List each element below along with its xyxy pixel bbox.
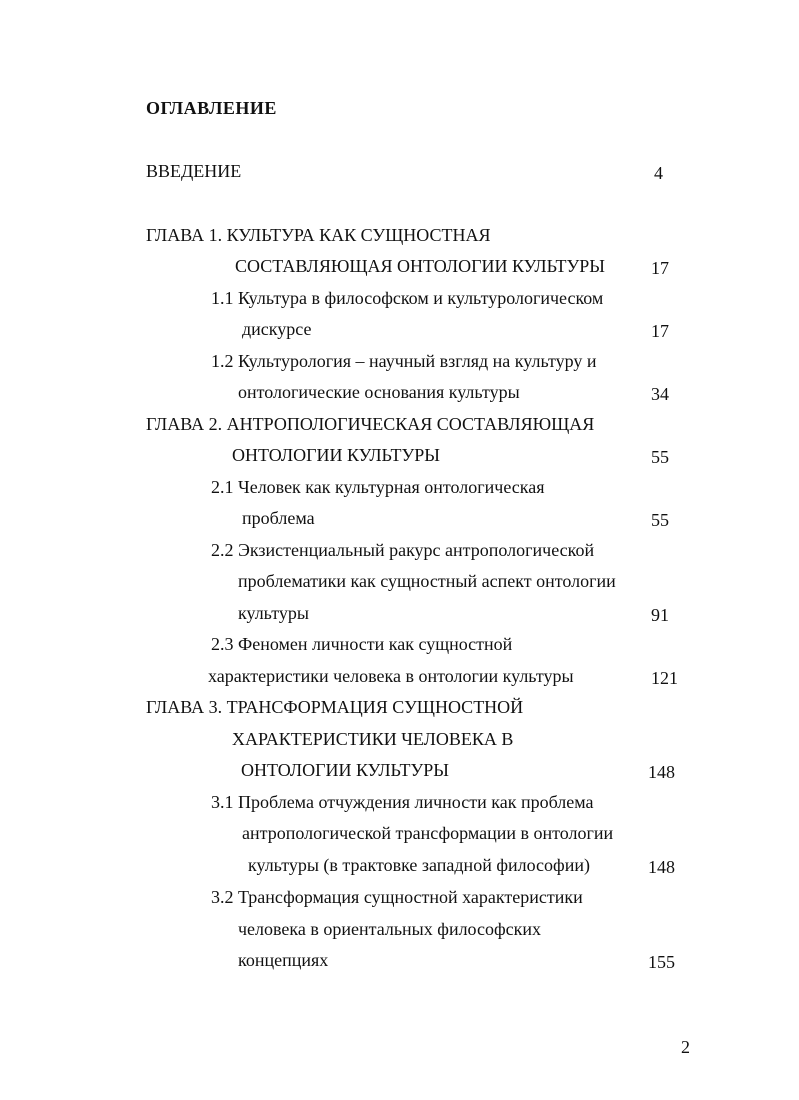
toc-chapter2-line1: ГЛАВА 2. АНТРОПОЛОГИЧЕСКАЯ СОСТАВЛЯЮЩАЯ — [146, 414, 595, 434]
toc-section-3-2-line2: человека в ориентальных философских — [238, 919, 542, 939]
toc-section-1-1-line1: 1.1 Культура в философском и культурологическом — [211, 288, 604, 308]
toc-chapter2-page: 55 — [651, 447, 669, 467]
toc-chapter2-line2: ОНТОЛОГИИ КУЛЬТУРЫ — [232, 445, 440, 465]
toc-intro-label: ВВЕДЕНИЕ — [146, 161, 242, 181]
toc-section-2-1-line1: 2.1 Человек как культурная онтологическая — [211, 477, 545, 497]
toc-section-1-2-page: 34 — [651, 384, 669, 404]
toc-section-2-2-line1: 2.2 Экзистенциальный ракурс антропологической — [211, 540, 595, 560]
toc-section-1-2-line2: онтологические основания культуры — [238, 382, 520, 402]
toc-section-1-2-line1: 1.2 Культурология – научный взгляд на культуру и — [211, 351, 597, 371]
toc-section-2-1-line2: проблема — [242, 508, 315, 528]
toc-section-2-1-page: 55 — [651, 510, 669, 530]
toc-section-2-3-line1: 2.3 Феномен личности как сущностной — [211, 634, 513, 654]
toc-title: ОГЛАВЛЕНИЕ — [146, 98, 277, 118]
toc-section-2-2-line3: культуры — [238, 603, 309, 623]
toc-section-2-2-page: 91 — [651, 605, 669, 625]
toc-chapter3-page: 148 — [648, 762, 675, 782]
page-number: 2 — [681, 1037, 690, 1057]
toc-chapter1-page: 17 — [651, 258, 669, 278]
toc-section-3-2-line1: 3.2 Трансформация сущностной характеристики — [211, 887, 583, 907]
toc-section-3-2-page: 155 — [648, 952, 675, 972]
toc-section-3-2-line3: концепциях — [238, 950, 329, 970]
toc-chapter3-line2: ХАРАКТЕРИСТИКИ ЧЕЛОВЕКА В — [232, 729, 514, 749]
toc-chapter1-line2: СОСТАВЛЯЮЩАЯ ОНТОЛОГИИ КУЛЬТУРЫ — [235, 256, 605, 276]
toc-intro-page: 4 — [654, 163, 663, 183]
toc-section-2-3-line2: характеристики человека в онтологии культуры — [208, 666, 574, 686]
toc-chapter1-line1: ГЛАВА 1. КУЛЬТУРА КАК СУЩНОСТНАЯ — [146, 225, 491, 245]
toc-section-3-1-page: 148 — [648, 857, 675, 877]
toc-section-2-2-line2: проблематики как сущностный аспект онтологии — [238, 571, 616, 591]
toc-section-3-1-line3: культуры (в трактовке западной философии) — [248, 855, 590, 875]
toc-chapter3-line1: ГЛАВА 3. ТРАНСФОРМАЦИЯ СУЩНОСТНОЙ — [146, 697, 524, 717]
toc-chapter3-line3: ОНТОЛОГИИ КУЛЬТУРЫ — [241, 760, 449, 780]
toc-section-1-1-line2: дискурсе — [242, 319, 312, 339]
toc-section-3-1-line2: антропологической трансформации в онтологии — [242, 823, 614, 843]
toc-section-3-1-line1: 3.1 Проблема отчуждения личности как проблема — [211, 792, 594, 812]
toc-section-2-3-page: 121 — [651, 668, 678, 688]
toc-section-1-1-page: 17 — [651, 321, 669, 341]
